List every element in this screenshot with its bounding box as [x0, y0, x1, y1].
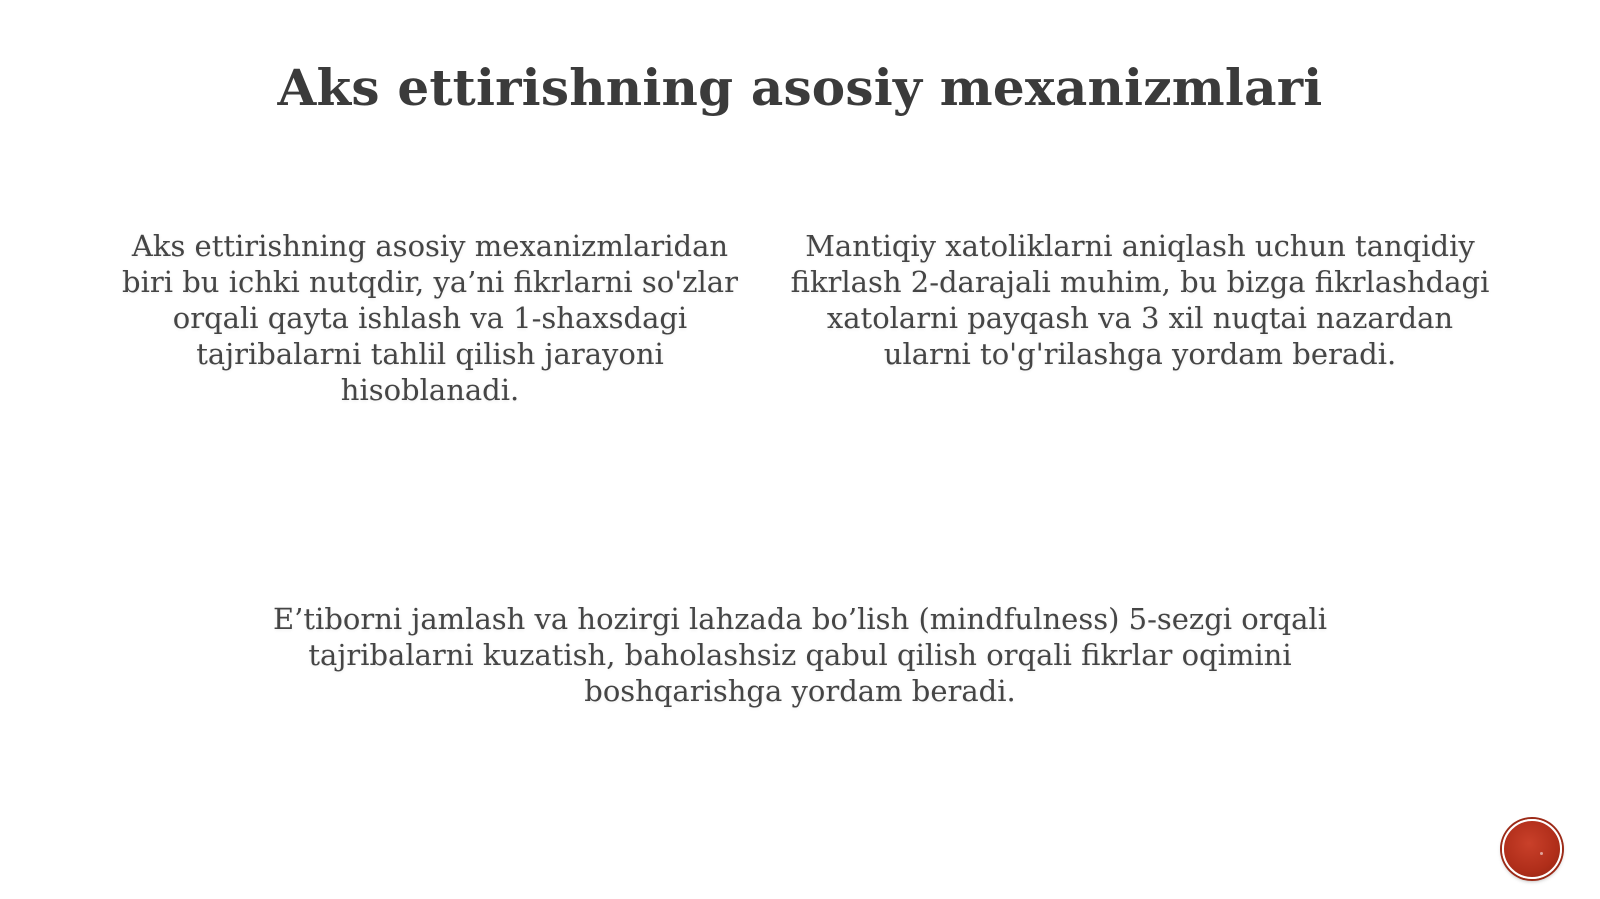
text-block-inner-speech: Aks ettirishning asosiy mexanizmlaridan biri bu ichki nutqdir, ya’ni fikrlarni so'zlar orqali qayta ishlash va 1-shaxsdagi tajribalarni tahlil qilish jarayoni hisoblanadi.	[122, 229, 738, 407]
text-block-critical-thinking: Mantiqiy xatoliklarni aniqlash uchun tanqidiy fikrlash 2-darajali muhim, bu bizga fikrlashdagi xatolarni payqash va 3 xil nuqtai nazardan ularni to'g'rilashga yordam beradi.	[790, 229, 1490, 371]
slide-title: Aks ettirishning asosiy mexanizmlari	[277, 58, 1323, 117]
circle-nav-icon	[1540, 852, 1543, 855]
text-block-mindfulness: E’tiborni jamlash va hozirgi lahzada bo’lish (mindfulness) 5-sezgi orqali tajribalarni kuzatish, baholashsiz qabul qilish orqali fikrlar oqimini boshqarishga yordam beradi.	[273, 602, 1327, 708]
slide-nav-button[interactable]	[1502, 819, 1562, 879]
